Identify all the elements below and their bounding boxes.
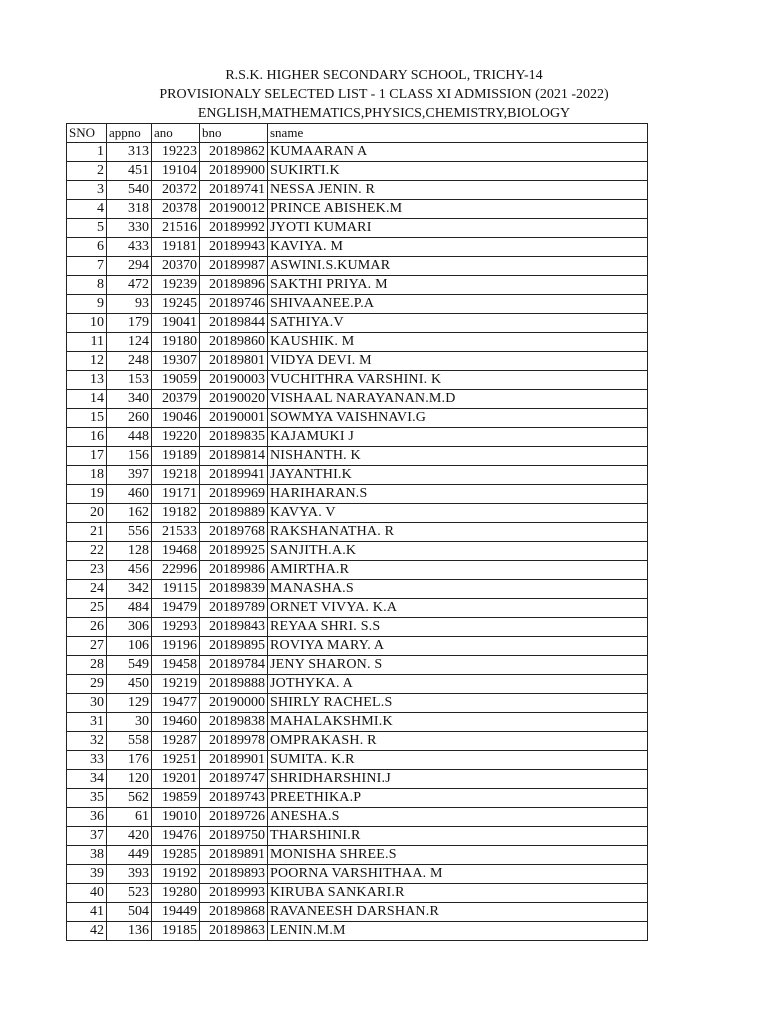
cell-bno: 20189969 — [200, 485, 268, 504]
table-row — [67, 390, 648, 409]
cell-sname: MANASHA.S — [268, 580, 648, 599]
cell-bno: 20189750 — [200, 827, 268, 846]
cell-sname: KAUSHIK. M — [268, 333, 648, 352]
table-row — [67, 751, 648, 770]
column-header-sno: SNO — [67, 124, 107, 143]
table-row — [67, 599, 648, 618]
cell-bno: 20189741 — [200, 181, 268, 200]
cell-ano: 19449 — [152, 903, 200, 922]
cell-bno: 20190012 — [200, 200, 268, 219]
cell-sno: 13 — [67, 371, 107, 390]
cell-ano: 19192 — [152, 865, 200, 884]
table-row — [67, 276, 648, 295]
cell-sno: 34 — [67, 770, 107, 789]
cell-bno: 20189839 — [200, 580, 268, 599]
cell-sname: ASWINI.S.KUMAR — [268, 257, 648, 276]
cell-ano: 19223 — [152, 143, 200, 162]
cell-bno: 20189814 — [200, 447, 268, 466]
cell-ano: 19196 — [152, 637, 200, 656]
cell-sno: 37 — [67, 827, 107, 846]
cell-sno: 15 — [67, 409, 107, 428]
cell-appno: 451 — [107, 162, 152, 181]
column-header-ano: ano — [152, 124, 200, 143]
cell-bno: 20189726 — [200, 808, 268, 827]
cell-appno: 472 — [107, 276, 152, 295]
cell-ano: 19477 — [152, 694, 200, 713]
cell-sname: REYAA SHRI. S.S — [268, 618, 648, 637]
cell-sname: VIDYA DEVI. M — [268, 352, 648, 371]
cell-ano: 19189 — [152, 447, 200, 466]
cell-bno: 20189986 — [200, 561, 268, 580]
cell-appno: 397 — [107, 466, 152, 485]
cell-ano: 19171 — [152, 485, 200, 504]
cell-bno: 20189925 — [200, 542, 268, 561]
cell-bno: 20189889 — [200, 504, 268, 523]
cell-appno: 484 — [107, 599, 152, 618]
table-row — [67, 618, 648, 637]
cell-bno: 20189784 — [200, 656, 268, 675]
cell-appno: 420 — [107, 827, 152, 846]
cell-sno: 4 — [67, 200, 107, 219]
cell-appno: 340 — [107, 390, 152, 409]
cell-ano: 19185 — [152, 922, 200, 941]
cell-appno: 128 — [107, 542, 152, 561]
cell-bno: 20189768 — [200, 523, 268, 542]
table-row — [67, 580, 648, 599]
cell-bno: 20189987 — [200, 257, 268, 276]
cell-sno: 30 — [67, 694, 107, 713]
cell-sname: KUMAARAN A — [268, 143, 648, 162]
cell-appno: 523 — [107, 884, 152, 903]
cell-sname: PRINCE ABISHEK.M — [268, 200, 648, 219]
cell-sname: ORNET VIVYA. K.A — [268, 599, 648, 618]
table-row — [67, 219, 648, 238]
cell-ano: 19220 — [152, 428, 200, 447]
cell-ano: 19219 — [152, 675, 200, 694]
cell-sname: MONISHA SHREE.S — [268, 846, 648, 865]
table-row — [67, 333, 648, 352]
cell-appno: 313 — [107, 143, 152, 162]
selection-table — [66, 123, 648, 941]
table-row — [67, 694, 648, 713]
table-row — [67, 675, 648, 694]
cell-bno: 20189862 — [200, 143, 268, 162]
cell-appno: 294 — [107, 257, 152, 276]
cell-sname: SOWMYA VAISHNAVI.G — [268, 409, 648, 428]
cell-ano: 20370 — [152, 257, 200, 276]
cell-bno: 20190020 — [200, 390, 268, 409]
cell-sname: ROVIYA MARY. A — [268, 637, 648, 656]
cell-sname: OMPRAKASH. R — [268, 732, 648, 751]
cell-sname: SUKIRTI.K — [268, 162, 648, 181]
cell-bno: 20189743 — [200, 789, 268, 808]
cell-ano: 19468 — [152, 542, 200, 561]
cell-bno: 20189835 — [200, 428, 268, 447]
list-title: PROVISIONALY SELECTED LIST - 1 CLASS XI ADMISSION (2021 -2022) — [159, 87, 609, 102]
cell-ano: 19280 — [152, 884, 200, 903]
cell-appno: 449 — [107, 846, 152, 865]
cell-ano: 19287 — [152, 732, 200, 751]
cell-sname: RAKSHANATHA. R — [268, 523, 648, 542]
cell-sno: 19 — [67, 485, 107, 504]
cell-ano: 21516 — [152, 219, 200, 238]
table-row — [67, 846, 648, 865]
cell-appno: 248 — [107, 352, 152, 371]
cell-ano: 19245 — [152, 295, 200, 314]
cell-bno: 20189900 — [200, 162, 268, 181]
cell-appno: 120 — [107, 770, 152, 789]
cell-ano: 19859 — [152, 789, 200, 808]
cell-bno: 20189993 — [200, 884, 268, 903]
cell-bno: 20189863 — [200, 922, 268, 941]
cell-sno: 36 — [67, 808, 107, 827]
column-header-bno: bno — [200, 124, 268, 143]
cell-sno: 21 — [67, 523, 107, 542]
cell-bno: 20189844 — [200, 314, 268, 333]
cell-bno: 20190000 — [200, 694, 268, 713]
cell-sno: 38 — [67, 846, 107, 865]
cell-sno: 27 — [67, 637, 107, 656]
cell-sno: 2 — [67, 162, 107, 181]
cell-ano: 19104 — [152, 162, 200, 181]
cell-sno: 22 — [67, 542, 107, 561]
table-row — [67, 314, 648, 333]
cell-bno: 20190003 — [200, 371, 268, 390]
cell-sname: MAHALAKSHMI.K — [268, 713, 648, 732]
cell-ano: 19218 — [152, 466, 200, 485]
cell-ano: 19285 — [152, 846, 200, 865]
subject-group: ENGLISH,MATHEMATICS,PHYSICS,CHEMISTRY,BIOLOGY — [197, 106, 571, 121]
cell-sno: 28 — [67, 656, 107, 675]
cell-ano: 19041 — [152, 314, 200, 333]
cell-sno: 25 — [67, 599, 107, 618]
cell-sname: THARSHINI.R — [268, 827, 648, 846]
cell-ano: 19458 — [152, 656, 200, 675]
cell-appno: 393 — [107, 865, 152, 884]
cell-sname: SHRIDHARSHINI.J — [268, 770, 648, 789]
cell-sno: 33 — [67, 751, 107, 770]
cell-sno: 10 — [67, 314, 107, 333]
cell-sname: SANJITH.A.K — [268, 542, 648, 561]
cell-bno: 20189901 — [200, 751, 268, 770]
cell-ano: 19180 — [152, 333, 200, 352]
cell-sno: 3 — [67, 181, 107, 200]
table-row — [67, 352, 648, 371]
cell-sname: POORNA VARSHITHAA. M — [268, 865, 648, 884]
cell-ano: 20372 — [152, 181, 200, 200]
cell-appno: 330 — [107, 219, 152, 238]
column-header-sname: sname — [268, 124, 648, 143]
cell-ano: 19307 — [152, 352, 200, 371]
cell-appno: 153 — [107, 371, 152, 390]
cell-appno: 260 — [107, 409, 152, 428]
cell-bno: 20189895 — [200, 637, 268, 656]
table-row — [67, 143, 648, 162]
table-row — [67, 656, 648, 675]
table-row — [67, 732, 648, 751]
cell-sno: 8 — [67, 276, 107, 295]
cell-bno: 20189941 — [200, 466, 268, 485]
cell-appno: 558 — [107, 732, 152, 751]
cell-bno: 20189868 — [200, 903, 268, 922]
cell-appno: 129 — [107, 694, 152, 713]
cell-ano: 19059 — [152, 371, 200, 390]
cell-ano: 22996 — [152, 561, 200, 580]
cell-sno: 14 — [67, 390, 107, 409]
cell-sno: 42 — [67, 922, 107, 941]
table-row — [67, 827, 648, 846]
cell-sname: JOTHYKA. A — [268, 675, 648, 694]
cell-bno: 20189801 — [200, 352, 268, 371]
cell-ano: 19182 — [152, 504, 200, 523]
cell-bno: 20189893 — [200, 865, 268, 884]
cell-sname: JYOTI KUMARI — [268, 219, 648, 238]
cell-sname: SAKTHI PRIYA. M — [268, 276, 648, 295]
cell-sno: 32 — [67, 732, 107, 751]
cell-sname: KIRUBA SANKARI.R — [268, 884, 648, 903]
cell-sno: 11 — [67, 333, 107, 352]
cell-sname: PREETHIKA.P — [268, 789, 648, 808]
cell-appno: 93 — [107, 295, 152, 314]
table-row — [67, 523, 648, 542]
cell-sname: RAVANEESH DARSHAN.R — [268, 903, 648, 922]
cell-bno: 20189888 — [200, 675, 268, 694]
table-row — [67, 485, 648, 504]
cell-appno: 176 — [107, 751, 152, 770]
cell-ano: 19201 — [152, 770, 200, 789]
cell-appno: 504 — [107, 903, 152, 922]
cell-bno: 20189789 — [200, 599, 268, 618]
cell-sname: VISHAAL NARAYANAN.M.D — [268, 390, 648, 409]
cell-sname: KAVYA. V — [268, 504, 648, 523]
cell-appno: 106 — [107, 637, 152, 656]
cell-bno: 20189860 — [200, 333, 268, 352]
cell-bno: 20189992 — [200, 219, 268, 238]
table-header-row — [67, 124, 648, 143]
cell-appno: 61 — [107, 808, 152, 827]
cell-appno: 549 — [107, 656, 152, 675]
cell-appno: 556 — [107, 523, 152, 542]
cell-bno: 20189838 — [200, 713, 268, 732]
cell-sno: 17 — [67, 447, 107, 466]
table-row — [67, 504, 648, 523]
cell-ano: 19239 — [152, 276, 200, 295]
cell-ano: 19479 — [152, 599, 200, 618]
cell-ano: 19046 — [152, 409, 200, 428]
table-row — [67, 884, 648, 903]
cell-bno: 20189896 — [200, 276, 268, 295]
cell-sname: AMIRTHA.R — [268, 561, 648, 580]
cell-bno: 20189943 — [200, 238, 268, 257]
table-row — [67, 295, 648, 314]
cell-ano: 19476 — [152, 827, 200, 846]
cell-bno: 20189843 — [200, 618, 268, 637]
cell-bno: 20190001 — [200, 409, 268, 428]
cell-bno: 20189746 — [200, 295, 268, 314]
cell-sno: 1 — [67, 143, 107, 162]
cell-sname: SUMITA. K.R — [268, 751, 648, 770]
cell-sno: 41 — [67, 903, 107, 922]
cell-ano: 19251 — [152, 751, 200, 770]
cell-sname: ANESHA.S — [268, 808, 648, 827]
cell-appno: 433 — [107, 238, 152, 257]
cell-sname: HARIHARAN.S — [268, 485, 648, 504]
cell-sname: VUCHITHRA VARSHINI. K — [268, 371, 648, 390]
cell-ano: 21533 — [152, 523, 200, 542]
cell-ano: 20378 — [152, 200, 200, 219]
cell-sno: 5 — [67, 219, 107, 238]
cell-ano: 19181 — [152, 238, 200, 257]
cell-appno: 318 — [107, 200, 152, 219]
cell-appno: 562 — [107, 789, 152, 808]
column-header-appno: appno — [107, 124, 152, 143]
table-row — [67, 238, 648, 257]
table-row — [67, 713, 648, 732]
cell-appno: 136 — [107, 922, 152, 941]
cell-sname: NESSA JENIN. R — [268, 181, 648, 200]
table-row — [67, 637, 648, 656]
cell-appno: 306 — [107, 618, 152, 637]
cell-appno: 540 — [107, 181, 152, 200]
cell-sno: 12 — [67, 352, 107, 371]
cell-sname: JENY SHARON. S — [268, 656, 648, 675]
table-row — [67, 181, 648, 200]
cell-appno: 456 — [107, 561, 152, 580]
cell-appno: 448 — [107, 428, 152, 447]
cell-appno: 162 — [107, 504, 152, 523]
cell-ano: 20379 — [152, 390, 200, 409]
table-row — [67, 922, 648, 941]
table-row — [67, 561, 648, 580]
school-name: R.S.K. HIGHER SECONDARY SCHOOL, TRICHY-14 — [225, 68, 543, 83]
cell-sno: 7 — [67, 257, 107, 276]
table-row — [67, 865, 648, 884]
cell-sno: 9 — [67, 295, 107, 314]
table-row — [67, 200, 648, 219]
cell-sno: 16 — [67, 428, 107, 447]
cell-ano: 19293 — [152, 618, 200, 637]
cell-sno: 6 — [67, 238, 107, 257]
cell-sname: JAYANTHI.K — [268, 466, 648, 485]
cell-bno: 20189891 — [200, 846, 268, 865]
document-header — [0, 66, 768, 123]
cell-sno: 39 — [67, 865, 107, 884]
cell-appno: 156 — [107, 447, 152, 466]
table-row — [67, 808, 648, 827]
cell-sname: LENIN.M.M — [268, 922, 648, 941]
cell-sno: 35 — [67, 789, 107, 808]
table-row — [67, 371, 648, 390]
table-row — [67, 542, 648, 561]
cell-appno: 179 — [107, 314, 152, 333]
cell-sno: 24 — [67, 580, 107, 599]
table-body — [67, 143, 648, 941]
table-row — [67, 903, 648, 922]
cell-sno: 40 — [67, 884, 107, 903]
cell-appno: 342 — [107, 580, 152, 599]
cell-sno: 26 — [67, 618, 107, 637]
cell-ano: 19010 — [152, 808, 200, 827]
cell-sname: SATHIYA.V — [268, 314, 648, 333]
cell-ano: 19115 — [152, 580, 200, 599]
cell-sname: KAVIYA. M — [268, 238, 648, 257]
table-row — [67, 770, 648, 789]
table-row — [67, 789, 648, 808]
cell-appno: 450 — [107, 675, 152, 694]
cell-sno: 20 — [67, 504, 107, 523]
table-row — [67, 409, 648, 428]
table-row — [67, 162, 648, 181]
cell-ano: 19460 — [152, 713, 200, 732]
cell-sno: 29 — [67, 675, 107, 694]
cell-sno: 31 — [67, 713, 107, 732]
table-row — [67, 466, 648, 485]
table-row — [67, 257, 648, 276]
cell-appno: 124 — [107, 333, 152, 352]
table-row — [67, 428, 648, 447]
cell-appno: 30 — [107, 713, 152, 732]
cell-bno: 20189747 — [200, 770, 268, 789]
cell-sname: SHIRLY RACHEL.S — [268, 694, 648, 713]
cell-appno: 460 — [107, 485, 152, 504]
cell-bno: 20189978 — [200, 732, 268, 751]
cell-sno: 18 — [67, 466, 107, 485]
cell-sname: KAJAMUKI J — [268, 428, 648, 447]
cell-sname: SHIVAANEE.P.A — [268, 295, 648, 314]
cell-sname: NISHANTH. K — [268, 447, 648, 466]
table-row — [67, 447, 648, 466]
cell-sno: 23 — [67, 561, 107, 580]
